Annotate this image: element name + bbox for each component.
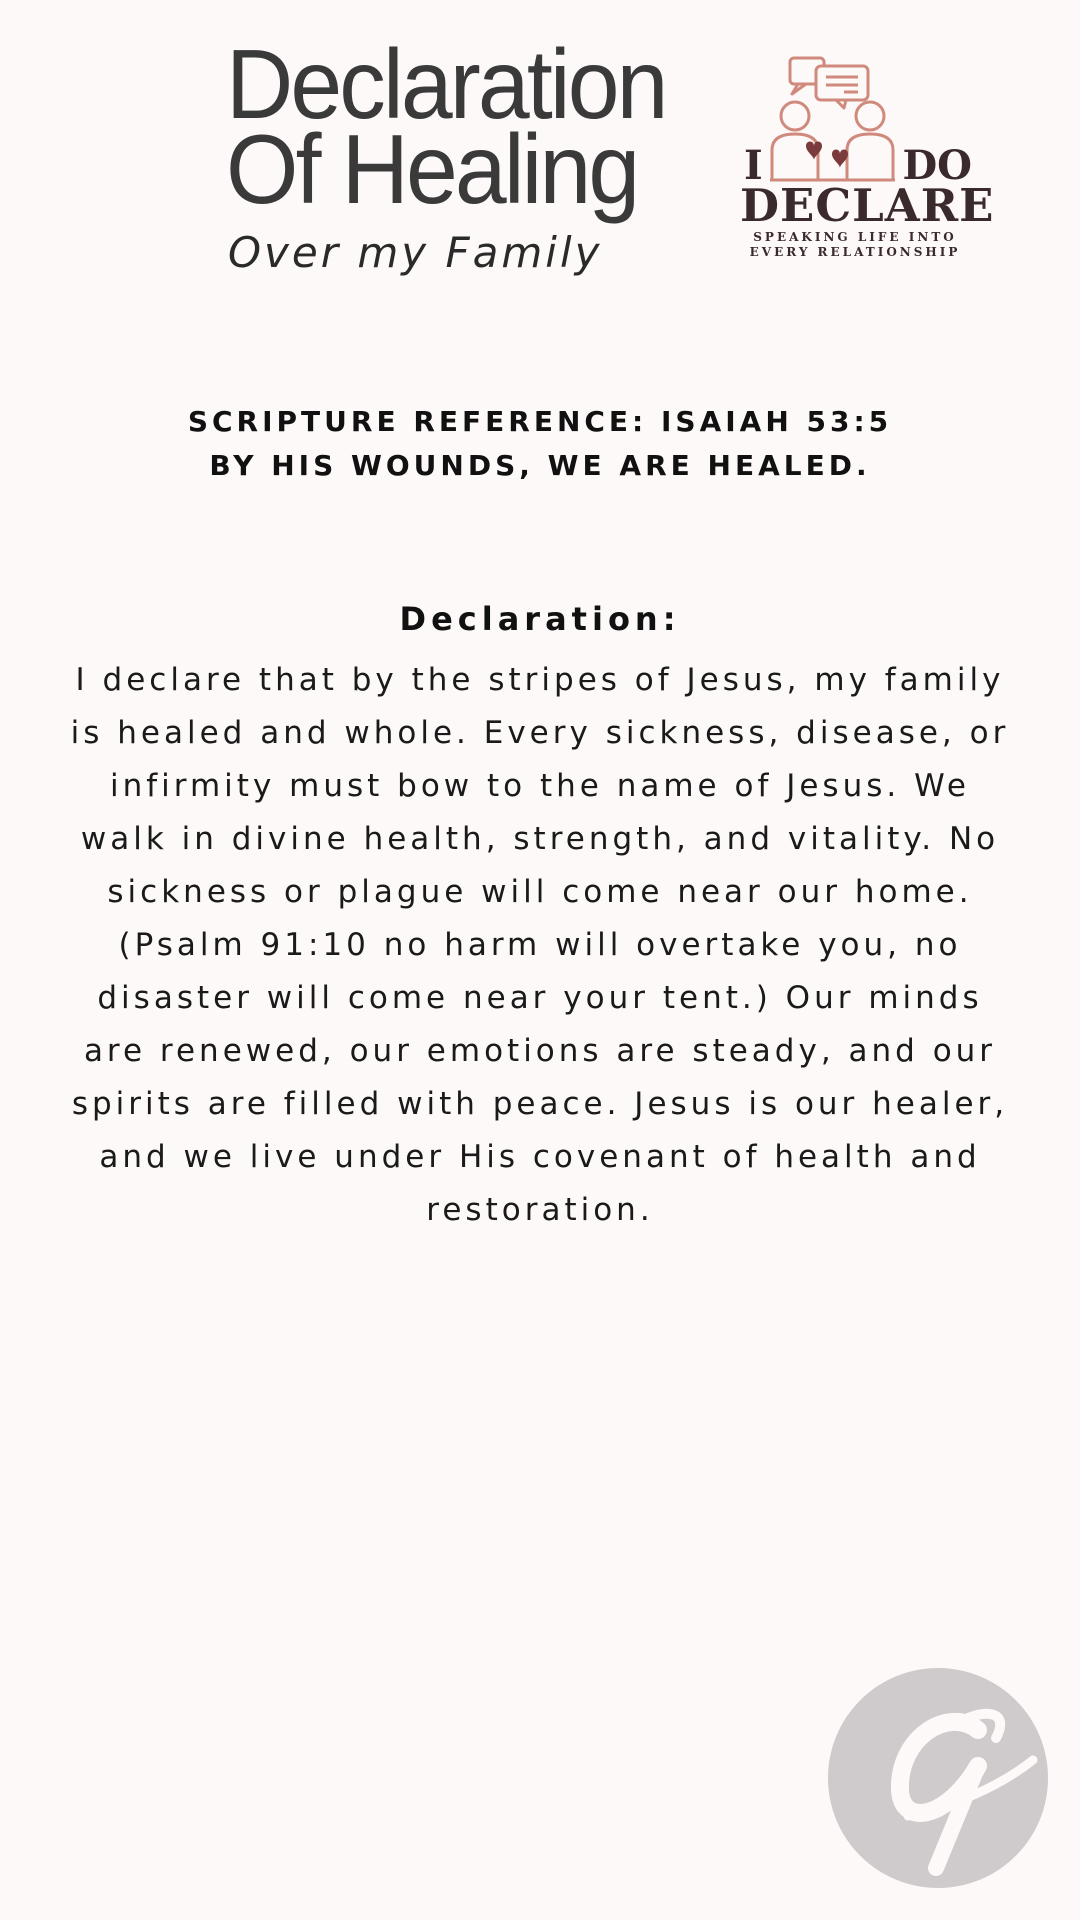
scripture-verse: BY HIS WOUNDS, WE ARE HEALED.	[209, 449, 871, 482]
logo-word-do: DO	[902, 142, 972, 189]
logo-tagline-line-1: SPEAKING LIFE INTO	[753, 230, 957, 244]
i-do-declare-logo	[740, 50, 995, 265]
page-subtitle: Over my Family	[228, 228, 603, 277]
logo-word-declare: DECLARE	[740, 179, 995, 232]
declaration-heading: Declaration:	[399, 600, 681, 638]
title-line-1: Declaration	[226, 29, 666, 139]
scripture-reference: SCRIPTURE REFERENCE: ISAIAH 53:5	[187, 405, 893, 438]
logo-tagline	[740, 230, 970, 260]
g-monogram-icon	[828, 1668, 1048, 1888]
watermark	[828, 1668, 1048, 1888]
logo-word-i: I	[744, 142, 763, 189]
declaration-body: I declare that by the stripes of Jesus, my family is healed and whole. Every sickness, disease, or infirmity must bow to the name of Jesus. We walk in divine health, strength, and vitality. No sickness or plague will come near our home. (Psalm 91:10 no harm will overtake you, no disaster will come near your tent.) Our minds are renewed, our emotions are steady, and our spirits are filled with peace. Jesus is our healer, and we live under His covenant of health and restoration.	[70, 662, 1010, 1228]
page-title	[226, 29, 666, 224]
scripture-block	[0, 400, 1080, 488]
logo-tagline-line-2: EVERY RELATIONSHIP	[749, 245, 961, 259]
title-line-2: Of Healing	[226, 114, 638, 224]
